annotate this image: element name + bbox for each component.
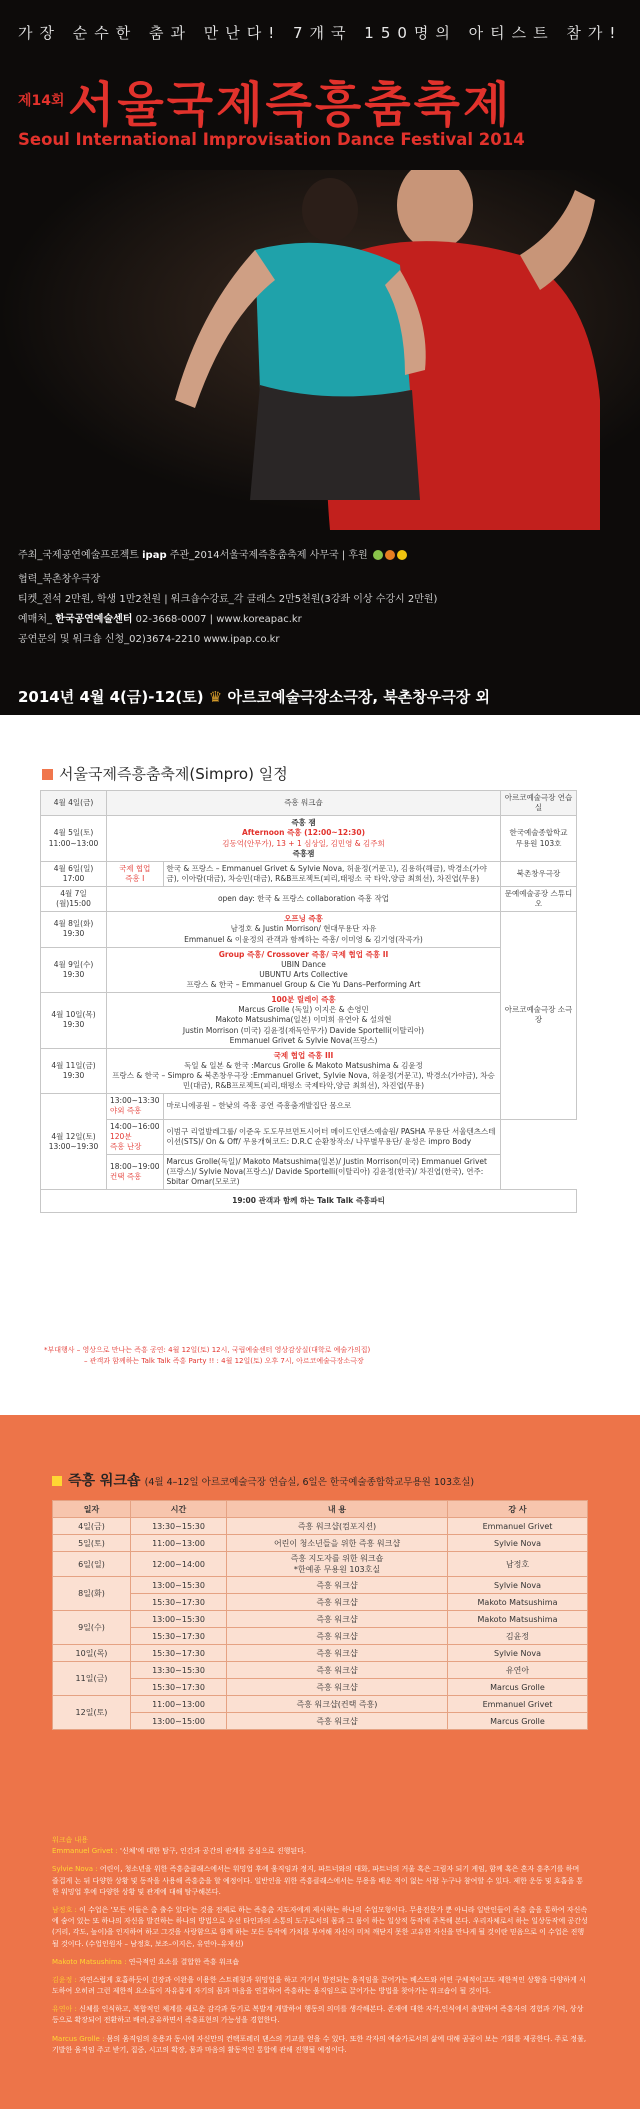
instructor-name: 남정호 : (52, 1905, 77, 1914)
crown-icon: ♛ (208, 688, 223, 706)
description-text: 몸의 움직임의 응용과 동시에 자신만의 컨택포레리 댄스의 기교를 얻을 수 있다. 또한 각자의 예술가로서의 삶에 대해 곰곰이 보는 기회를 제공한다. 주로 정물, 기발한 움직임 주고 받기, 집중, 시고의 확장, 몸과 마음의 활동적인 통합에 관해 진행될 예정이다. (52, 2034, 587, 2054)
festival-poster (0, 0, 640, 715)
workshop-content-cell: 즉흥 워크샵 (227, 1713, 448, 1730)
dancers-photo (0, 170, 640, 530)
table-row: 4월 7일(월)15:00 open day: 한국 & 프랑스 collaboration 즉흥 작업 문예예술공장 스튜디오 (41, 887, 577, 912)
table-row: 4월 9일(수) 19:30 Group 즉흥/ Crossover 즉흥/ 국제 협업 즉흥 II UBIN Dance UBUNTU Arts Collective 프랑스 & 한국 – Emmanuel Group & Cie Yu Dans–Performing Art (41, 947, 577, 993)
table-row: 4월 8일(화) 19:30 오프닝 즉흥 남정호 & Justin Morrison/ 현대무용단 자유 Emmanuel & 이윤정의 관객과 함께하는 즉흥/ 이미영 & 김기영(작곡가) 아르코예술극장 소극장 (41, 912, 577, 947)
workshop-time-cell: 11:00~13:00 (131, 1535, 227, 1552)
table-row: 4월 5일(토) 11:00~13:00 즉흥 잼 Afternoon 즉흥 (12:00~12:30) 김동억(안무가), 13 + 1 심상일, 김민영 & 김주희 즉흥잼 한국예술종합학교 무용원 103호 (41, 816, 577, 862)
table-row: 4월 6일(일) 17:00 국제 협업 즉흥 I 한국 & 프랑스 – Emmanuel Grivet & Sylvie Nova, 허윤정(거문고), 김용하(해금), 박경소(가야금), 이아람(대금), 차승민(대금), R&B프로젝트(피리,태평소 국 타악,양금 최희선), 차진엽(무용) 북촌창우극장 (41, 861, 577, 886)
square-bullet-icon (52, 1476, 62, 1486)
workshop-section (0, 1415, 640, 2109)
workshop-time-cell: 13:30~15:30 (131, 1518, 227, 1535)
workshop-instructor-cell: Sylvie Nova (448, 1577, 588, 1594)
workshop-time-cell: 11:00~13:00 (131, 1696, 227, 1713)
workshop-time-cell: 13:00~15:30 (131, 1577, 227, 1594)
edition-label: 제14회 (18, 93, 65, 109)
workshop-description-paragraph (52, 1846, 588, 1857)
festival-dates: 2014년 4월 4(금)-12(토) ♛ 아르코예술극장소극장, 북촌창우극장 외 (18, 688, 490, 706)
table-row (53, 1611, 588, 1628)
table-row: 4월 10일(목) 19:30 100분 릴레이 즉흥 Marcus Grolle (독일) 이지은 & 손영민 Makoto Matsushima(일본) 이미희 유연아 & 설의현 Justin Morrison (미국) 김윤정(재독안무가) Davide Sportelli(이탈리아) Emmanuel Grivet & Sylvie Nova(프랑스) (41, 993, 577, 1049)
workshop-time-cell: 15:30~17:30 (131, 1594, 227, 1611)
schedule-section (0, 715, 640, 1415)
workshop-instructor-cell: Marcus Grolle (448, 1679, 588, 1696)
instructor-name: 유연아 : (52, 2005, 77, 2014)
workshop-time-cell: 15:30~17:30 (131, 1645, 227, 1662)
square-bullet-icon (42, 769, 53, 780)
instructor-name: Marcus Grolle : (52, 2034, 105, 2043)
table-row (53, 1535, 588, 1552)
instructor-name: 김윤정 : (52, 1975, 77, 1984)
workshop-instructor-cell: Sylvie Nova (448, 1645, 588, 1662)
workshop-instructor-cell: Sylvie Nova (448, 1535, 588, 1552)
poster-tagline: 가장 순수한 춤과 만난다! 7개국 150명의 아티스트 참가! (18, 24, 623, 42)
workshop-instructor-cell: 유연아 (448, 1662, 588, 1679)
workshop-instructor-cell: 남정호 (448, 1552, 588, 1577)
workshop-content-cell: 즉흥 지도자를 위한 워크숍 *한예종 무용원 103호실 (227, 1552, 448, 1577)
description-text: 신체를 인식하고, 복합적인 체계를 새로운 감각과 동기로 복발계 개발하여 행동의 의미를 생각해본다. 존재에 대한 자각,인식에서 출발하여 즉흥자의 경험과 기억, 상상 등으로 확장되어 전환하고 배려,공유하면서 즉흥표현의 가능성을 경험한다. (52, 2005, 584, 2025)
workshop-instructor-cell: Emmanuel Grivet (448, 1696, 588, 1713)
workshop-time-cell: 15:30~17:30 (131, 1679, 227, 1696)
workshop-description-paragraph (52, 1957, 588, 1968)
contact-line: 공연문의 및 워크숍 신청_02)3674-2210 www.ipap.co.kr (18, 634, 280, 645)
workshop-date-cell: 8일(화) (53, 1577, 131, 1611)
festival-title: 서울국제즉흥춤축제 (68, 77, 513, 133)
workshop-instructor-cell: Marcus Grolle (448, 1713, 588, 1730)
sponsor-logo (371, 548, 409, 562)
table-row: 19:00 관객과 함께 하는 Talk Talk 즉흥파티 (41, 1190, 577, 1213)
workshop-instructor-cell: Emmanuel Grivet (448, 1518, 588, 1535)
ticket-line: 티켓_전석 2만원, 학생 1만2천원 | 워크숍수강료_각 클래스 2만5천원(3강좌 이상 수강시 2만원) (18, 594, 438, 605)
ipap-logo: ipap (142, 550, 167, 561)
workshop-content-cell: 즉흥 워크샵 (227, 1594, 448, 1611)
instructor-name: Sylvie Nova : (52, 1865, 98, 1874)
workshop-description-paragraph (52, 1975, 588, 1997)
workshop-content-cell: 즉흥 워크샵(컴포지션) (227, 1518, 448, 1535)
workshop-content-cell: 즉흥 워크샵 (227, 1628, 448, 1645)
table-header-row: 일자 시간 내 용 강 사 (53, 1501, 588, 1518)
table-row: 14:00~16:00 120분 즉흥 난장 이범구 리얼발레그룹/ 이준옥 도도무브먼트시어터 메이드인댄스예술원/ PASHA 무용단 서울텐츠스테이션(STS)/ On & Off/ 무용개혁코드: D.R.C 순환창작소/ 나무별무용단/ 윤성은 impro Body (41, 1119, 577, 1154)
reservation-line: 예매처_ 한국공연예술센터 02-3668-0007 | www.koreapac.kr (18, 614, 302, 625)
workshop-date-cell: 10일(목) (53, 1645, 131, 1662)
workshop-instructor-cell: Makoto Matsushima (448, 1611, 588, 1628)
workshop-date-cell: 5일(토) (53, 1535, 131, 1552)
workshop-table (52, 1500, 588, 1730)
table-row (53, 1594, 588, 1611)
workshop-date-cell: 11일(금) (53, 1662, 131, 1696)
workshop-description-paragraph (52, 2034, 588, 2056)
workshop-date-cell: 12일(토) (53, 1696, 131, 1730)
table-row: 18:00~19:00 컨택 즉흥 Marcus Grolle(독일)/ Makoto Matsushima(일본)/ Justin Morrison(미국) Emmanuel Grivet (프랑스)/ Sylvie Nova(프랑스)/ Davide Sportelli(이탈리아) 김윤정(한국)/ 차진엽(한국), 연주: Sbitar Omar(모로코) (41, 1154, 577, 1189)
workshop-date-cell: 4일(금) (53, 1518, 131, 1535)
description-text: 어린이, 청소년을 위한 즉흥춤클래스에서는 워밍업 후에 움직임과 정지, 파트너와의 대화, 파트너의 거울 혹은 그림자 되기 게임, 함께 혹은 혼자 흥추기를 하며 즐겁게 논 뒤 다양한 상황 및 동작을 사용해 즉흥춤을 할 예정이다. 일반인을 위한 즉흥클래스에서는 무용을 배운 적이 없는 사람 누구나 참여할 수 있다. 제한 운동 및 호흡을 통한 워밍업 후에 다양한 상황 및 관계에 대해 탐구해본다. (52, 1865, 584, 1896)
table-row (53, 1679, 588, 1696)
description-text: 연극적인 요소를 결합한 즉흥 워크숍 (126, 1957, 240, 1966)
table-row (53, 1645, 588, 1662)
workshop-content-cell: 즉흥 워크샵(컨택 즉흥) (227, 1696, 448, 1713)
workshop-description-paragraph (52, 1905, 588, 1950)
workshop-description-paragraph (52, 1864, 588, 1898)
table-row (53, 1662, 588, 1679)
table-header-row: 4월 4일(금) 즉흥 워크숍 아르코예술극장 연습실 (41, 791, 577, 816)
table-row (53, 1577, 588, 1594)
workshop-content-cell: 즉흥 워크샵 (227, 1662, 448, 1679)
workshop-content-cell: 즉흥 워크샵 (227, 1577, 448, 1594)
workshop-time-cell: 15:30~17:30 (131, 1628, 227, 1645)
instructor-name: 워크숍 내용 (52, 1836, 89, 1844)
instructor-name: Makoto Matsushima : (52, 1957, 127, 1966)
table-row (53, 1713, 588, 1730)
workshop-instructor-cell: Makoto Matsushima (448, 1594, 588, 1611)
workshop-content-cell: 즉흥 워크샵 (227, 1679, 448, 1696)
table-row: 4월 12일(토) 13:00~19:30 13:00~13:30 야외 즉흥 마로니에공원 – 한낮의 즉흥 공연 즉흥춤개발집단 몸으로 (41, 1094, 577, 1119)
table-row (53, 1552, 588, 1577)
workshop-descriptions (52, 1835, 588, 2063)
workshop-content-cell: 어린이 청소년들을 위한 즉흥 워크샵 (227, 1535, 448, 1552)
workshop-instructor-cell: 김윤정 (448, 1628, 588, 1645)
organizer-line: 주최_국제공연예술프로젝트 ipap 주관_2014서울국제즉흥춤축제 사무국 | 후원 (18, 546, 409, 562)
schedule-title: 서울국제즉흥춤축제(Simpro) 일정 (42, 763, 288, 784)
workshop-date-cell: 6일(일) (53, 1552, 131, 1577)
schedule-notes: *부대행사 – 영상으로 만나는 즉흥 공연: 4월 12일(토) 12시, 국립예술센터 영상감상실(대학로 예술가의집) – 관객과 함께하는 Talk Talk 즉흥 Party !! : 4월 12일(토) 오후 7시, 아르코예술극장소극장 (44, 1346, 371, 1366)
workshop-description-paragraph (52, 1835, 588, 1846)
workshop-time-cell: 13:00~15:00 (131, 1713, 227, 1730)
workshop-time-cell: 13:00~15:30 (131, 1611, 227, 1628)
table-row (53, 1628, 588, 1645)
table-row: 4월 11일(금) 19:30 국제 협업 즉흥 III 독일 & 일본 & 한국 :Marcus Grolle & Makoto Matsushima & 김윤정 프랑스 & 한국 – Simpro & 북촌창우극장 :Emmanuel Grivet, Sylvie Nova, 허윤정(거문고), 박경소(가야금), 차승민(대금), R&B프로젝트(피리,태평소 국제타악,양금 최희선), 차진엽(무용) (41, 1048, 577, 1094)
cooperation-line: 협력_북촌창우극장 (18, 574, 101, 585)
table-row (53, 1518, 588, 1535)
description-text: 자연스럽게 호흡하듯이 긴장과 이완을 이용한 스트레칭과 워밍업을 하고 거기서 발전되는 움직임을 끌어가는 베스드와 어떤 구체적이고도 제한적인 상황을 다양하게 시도하여 오히려 그런 제한적 요소들이 자유롭게 자기의 몸과 마음을 연결하여 즉흥하는 움직임으로 끌어가는 방법을 찾아가는 워크숍이 될 것이다. (52, 1975, 586, 1996)
workshop-title: 즉흥 워크숍 (4월 4–12일 아르코예술극장 연습실, 6일은 한국예술종합학교무용원 103호실) (52, 1470, 474, 1490)
workshop-content-cell: 즉흥 워크샵 (227, 1645, 448, 1662)
workshop-description-paragraph (52, 2004, 588, 2026)
kpac-logo: 한국공연예술센터 (55, 614, 133, 625)
festival-subtitle: Seoul International Improvisation Dance Festival 2014 (18, 130, 525, 149)
instructor-name: Emmanuel Grivet : (52, 1847, 118, 1856)
workshop-date-cell: 9일(수) (53, 1611, 131, 1645)
workshop-content-cell: 즉흥 워크샵 (227, 1611, 448, 1628)
description-text: '신체'에 대한 탐구, 인간과 공간의 관계를 중심으로 진행된다. (117, 1847, 307, 1856)
table-row (53, 1696, 588, 1713)
schedule-table (40, 790, 577, 1213)
description-text: 이 수업은 '모든 이들은 춤 출수 있다'는 것을 전제로 하는 즉흥춤 지도자에게 제시하는 하나의 수업모형이다. 무용전문가 뿐 아니라 일반인들이 즉흥 춤을 통하여 자신속에 숨어 있는 또 하나의 자신을 발견하는 하나의 방법으로 우선 타인과의 소통의 도구로서의 몸과 그 몸이 하는 일상적 동작에 주목해 본다. 우리자체로서 하는 일상동작에 공간성(거리, 각도, 높이)을 인지하여 하고 그것을 사랑함으로 함께 하는 모든 동작에 가치를 부여해 자신이 미처 깨닫지 못한 고유한 자신을 만나게 될 것이란 믿음으로 이 수업은 진행될 것이다. (수업인원자 – 남정호, 보조–이지은, 유연아–유재선) (52, 1905, 588, 1948)
workshop-time-cell: 12:00~14:00 (131, 1552, 227, 1577)
workshop-time-cell: 13:30~15:30 (131, 1662, 227, 1679)
